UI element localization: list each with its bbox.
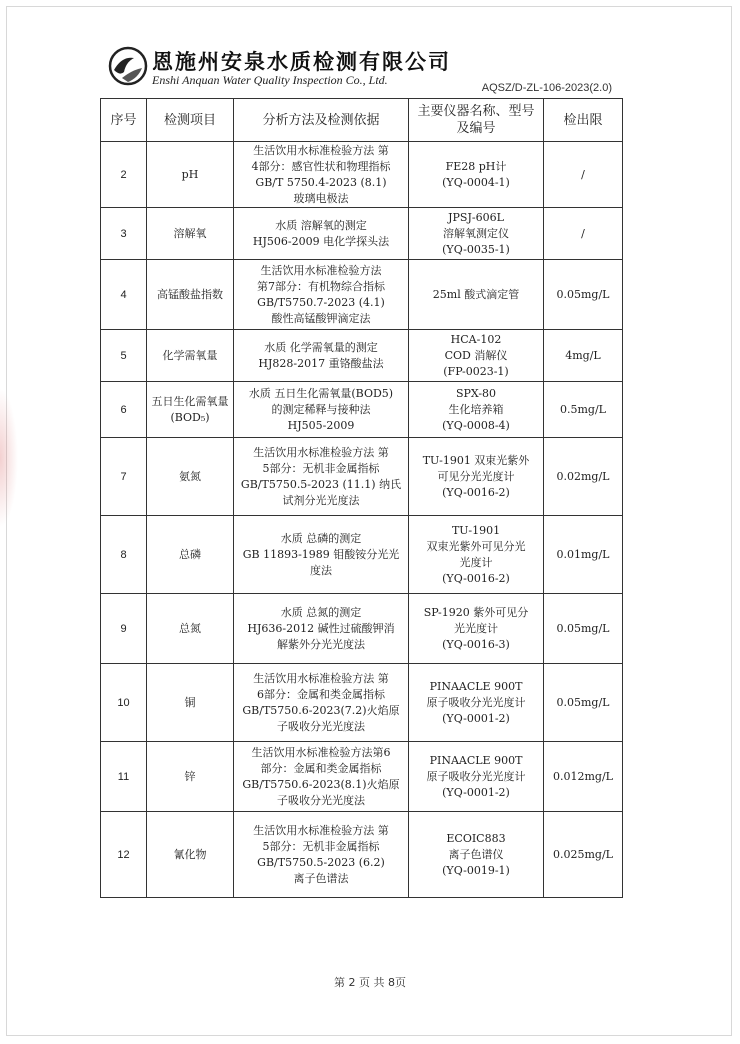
- cell-instrument: [409, 664, 544, 742]
- text-line: 水质 总氮的测定: [280, 605, 362, 619]
- text-line: SP-1920 紫外可见分: [423, 605, 529, 619]
- cell-item: 总氮: [147, 594, 234, 664]
- cell-item: 五日生化需氧量(BOD₅): [147, 382, 234, 438]
- text-line: 度法: [310, 563, 332, 577]
- cell-method: [234, 594, 409, 664]
- text-line: GB/T5750.6-2023(8.1)火焰原: [242, 777, 400, 791]
- text-line: 水质 总磷的测定: [280, 531, 362, 545]
- text-line: 生活饮用水标准检验方法 第: [253, 445, 389, 459]
- text-line: GB/T5750.5-2023 (11.1) 纳氏: [240, 477, 402, 491]
- text-line: (YQ-0016-2): [442, 485, 510, 499]
- text-line: 玻璃电极法: [293, 191, 349, 205]
- cell-method: [234, 330, 409, 382]
- cell-item: 溶解氧: [147, 208, 234, 260]
- cell-instrument: [409, 812, 544, 898]
- cell-item: 锌: [147, 742, 234, 812]
- cell-instrument: [409, 142, 544, 208]
- cell-item: 化学需氧量: [147, 330, 234, 382]
- table-row: [101, 742, 623, 812]
- text-line: 水质 化学需氧量的测定: [264, 340, 378, 354]
- text-line: (YQ-0019-1): [442, 863, 510, 877]
- text-line: GB/T5750.5-2023 (6.2): [257, 855, 385, 869]
- text-line: 离子色谱法: [293, 871, 349, 885]
- text-line: 生化培养箱: [448, 402, 504, 416]
- text-line: HCA-102: [450, 332, 502, 346]
- cell-method: [234, 142, 409, 208]
- text-line: 5部分：无机非金属指标: [262, 839, 380, 853]
- text-line: 离子色谱仪: [448, 847, 504, 861]
- text-line: (YQ-0008-4): [442, 418, 510, 432]
- cell-instrument: [409, 382, 544, 438]
- text-line: COD 消解仪: [444, 348, 508, 362]
- text-line: 生活饮用水标准检验方法 第: [253, 823, 389, 837]
- cell-limit: 0.5mg/L: [544, 382, 623, 438]
- text-line: 试剂分光光度法: [282, 493, 360, 507]
- text-line: 生活饮用水标准检验方法 第: [253, 671, 389, 685]
- table-row: [101, 664, 623, 742]
- text-line: JPSJ-606L: [448, 210, 504, 224]
- text-line: 溶解氧测定仪: [443, 226, 509, 240]
- cell-limit: 0.05mg/L: [544, 664, 623, 742]
- cell-limit: 0.01mg/L: [544, 516, 623, 594]
- text-line: 原子吸收分光光度计: [426, 769, 526, 783]
- text-line: 原子吸收分光光度计: [426, 695, 526, 709]
- page-footer: 第 2 页 共 8页: [334, 976, 406, 989]
- text-line: 子吸收分光光度法: [277, 719, 365, 733]
- text-line: 生活饮用水标准检验方法 第: [253, 143, 389, 157]
- cell-instrument: [409, 260, 544, 330]
- cell-item: 铜: [147, 664, 234, 742]
- company-logo-icon: [108, 46, 148, 86]
- table-row: [101, 438, 623, 516]
- text-line: TU-1901 双束光紫外: [422, 453, 530, 467]
- text-line: (YQ-0004-1): [442, 175, 510, 189]
- table-row: [101, 594, 623, 664]
- text-line: (YQ-0016-3): [442, 637, 510, 651]
- table-row: [101, 516, 623, 594]
- text-line: (FP-0023-1): [443, 364, 509, 378]
- cell-limit: 0.025mg/L: [544, 812, 623, 898]
- cell-instrument: [409, 594, 544, 664]
- text-line: 子吸收分光光度法: [277, 793, 365, 807]
- text-line: 部分：金属和类金属指标: [260, 761, 382, 775]
- cell-instrument: [409, 438, 544, 516]
- cell-no: 10: [101, 664, 147, 742]
- text-line: 解紫外分光光度法: [277, 637, 365, 651]
- cell-method: [234, 208, 409, 260]
- cell-limit: 4mg/L: [544, 330, 623, 382]
- table-row: [101, 208, 623, 260]
- cell-limit: 0.012mg/L: [544, 742, 623, 812]
- text-line: 4部分：感官性状和物理指标: [251, 159, 391, 173]
- cell-no: 12: [101, 812, 147, 898]
- cell-limit: 0.05mg/L: [544, 594, 623, 664]
- cell-item: pH: [147, 142, 234, 208]
- methods-table: [100, 98, 623, 898]
- cell-no: 2: [101, 142, 147, 208]
- cell-method: [234, 438, 409, 516]
- company-name-cn: 恩施州安泉水质检测有限公司: [152, 50, 451, 74]
- cell-method: [234, 382, 409, 438]
- table-header-row: [101, 99, 623, 142]
- col-header-method: 分析方法及检测依据: [234, 99, 409, 142]
- cell-item: 高锰酸盐指数: [147, 260, 234, 330]
- text-line: 可见分光光度计: [437, 469, 515, 483]
- cell-no: 3: [101, 208, 147, 260]
- text-line: HJ506-2009 电化学探头法: [252, 234, 390, 248]
- text-line: FE28 pH计: [445, 159, 507, 173]
- cell-method: [234, 812, 409, 898]
- cell-no: 4: [101, 260, 147, 330]
- cell-item: 氨氮: [147, 438, 234, 516]
- text-line: (YQ-0016-2): [442, 571, 510, 585]
- text-line: 6部分：金属和类金属指标: [257, 687, 385, 701]
- cell-method: [234, 260, 409, 330]
- cell-item: 总磷: [147, 516, 234, 594]
- text-line: HJ828-2017 重铬酸盐法: [258, 356, 384, 370]
- text-line: HJ505-2009: [287, 418, 355, 432]
- table-row: [101, 812, 623, 898]
- cell-method: [234, 516, 409, 594]
- cell-method: [234, 742, 409, 812]
- cell-method: [234, 664, 409, 742]
- text-line: 的测定稀释与接种法: [271, 402, 371, 416]
- text-line: SPX-80: [455, 386, 497, 400]
- cell-no: 9: [101, 594, 147, 664]
- text-line: (YQ-0001-2): [442, 711, 510, 725]
- cell-limit: 0.05mg/L: [544, 260, 623, 330]
- text-line: (YQ-0035-1): [442, 242, 510, 256]
- seal-stamp-fragment: [0, 388, 18, 528]
- cell-instrument: [409, 208, 544, 260]
- text-line: 生活饮用水标准检验方法: [260, 263, 382, 277]
- cell-no: 11: [101, 742, 147, 812]
- cell-limit: /: [544, 208, 623, 260]
- document-code: AQSZ/D-ZL-106-2023(2.0): [481, 82, 612, 94]
- text-line: GB 11893-1989 钼酸铵分光光: [242, 547, 400, 561]
- text-line: PINAACLE 900T: [429, 753, 523, 767]
- cell-instrument: [409, 516, 544, 594]
- cell-no: 8: [101, 516, 147, 594]
- cell-no: 6: [101, 382, 147, 438]
- col-header-instrument: 主要仪器名称、型号及编号: [409, 99, 544, 142]
- text-line: 双束光紫外可见分光: [426, 539, 526, 553]
- text-line: ECOIC883: [446, 831, 506, 845]
- text-line: PINAACLE 900T: [429, 679, 523, 693]
- text-line: 光光度计: [454, 621, 498, 635]
- col-header-item: 检测项目: [147, 99, 234, 142]
- text-line: 水质 溶解氧的测定: [275, 218, 367, 232]
- cell-item: 氰化物: [147, 812, 234, 898]
- text-line: 5部分：无机非金属指标: [262, 461, 380, 475]
- table-row: [101, 330, 623, 382]
- col-header-limit: 检出限: [544, 99, 623, 142]
- cell-limit: /: [544, 142, 623, 208]
- text-line: 酸性高锰酸钾滴定法: [271, 311, 371, 325]
- text-line: GB/T5750.6-2023(7.2)火焰原: [242, 703, 400, 717]
- col-header-no: 序号: [101, 99, 147, 142]
- text-line: (YQ-0001-2): [442, 785, 510, 799]
- text-line: HJ636-2012 碱性过硫酸钾消: [247, 621, 395, 635]
- text-line: 水质 五日生化需氧量(BOD5): [248, 386, 394, 400]
- text-line: 生活饮用水标准检验方法第6: [251, 745, 391, 759]
- text-line: 25ml 酸式滴定管: [432, 287, 520, 301]
- table-row: [101, 142, 623, 208]
- text-line: 第7部分：有机物综合指标: [257, 279, 385, 293]
- text-line: GB/T5750.7-2023 (4.1): [257, 295, 385, 309]
- cell-instrument: [409, 330, 544, 382]
- cell-no: 7: [101, 438, 147, 516]
- text-line: TU-1901: [451, 523, 501, 537]
- cell-no: 5: [101, 330, 147, 382]
- text-line: GB/T 5750.4-2023 (8.1): [255, 175, 387, 189]
- company-name-en: Enshi Anquan Water Quality Inspection Co., Ltd.: [152, 73, 388, 87]
- cell-instrument: [409, 742, 544, 812]
- table-row: [101, 260, 623, 330]
- cell-limit: 0.02mg/L: [544, 438, 623, 516]
- text-line: 光度计: [459, 555, 493, 569]
- table-row: [101, 382, 623, 438]
